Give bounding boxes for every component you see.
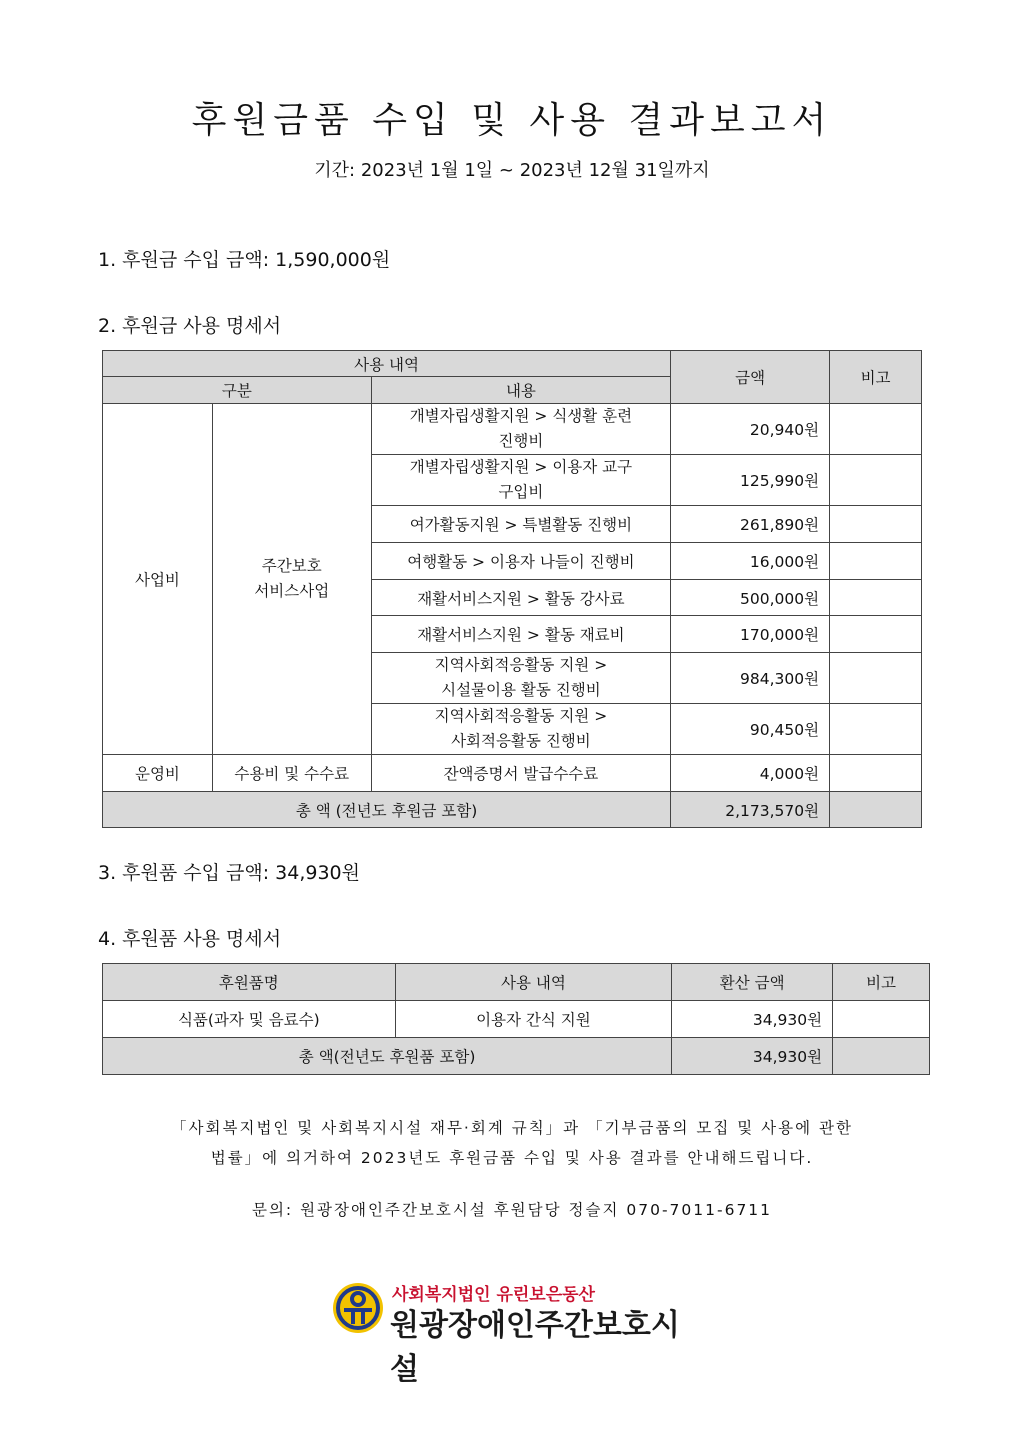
row-note <box>830 755 922 792</box>
total-row <box>103 792 922 828</box>
row-amount: 16,000원 <box>671 543 830 580</box>
donation-usage-table <box>102 350 922 828</box>
total-label: 총 액 (전년도 후원금 포함) <box>103 792 671 828</box>
row-content: 개별자립생활지원 > 이용자 교구 구입비 <box>371 455 671 506</box>
row-content: 지역사회적응활동 지원 > 사회적응활동 진행비 <box>371 704 671 755</box>
row-amount: 20,940원 <box>671 404 830 455</box>
total-amount: 2,173,570원 <box>671 792 830 828</box>
report-period: 기간: 2023년 1월 1일 ~ 2023년 12월 31일까지 <box>314 160 710 181</box>
table-row <box>103 404 922 455</box>
row-amount: 34,930원 <box>672 1001 833 1038</box>
header-amount: 환산 금액 <box>672 964 833 1001</box>
row-note <box>830 455 922 506</box>
table-row <box>103 755 922 792</box>
total-note <box>830 792 922 828</box>
row-amount: 4,000원 <box>671 755 830 792</box>
category-main-business: 사업비 <box>103 404 213 755</box>
contact-info: 문의: 원광장애인주간보호시설 후원담당 정슬지 070-7011-6711 <box>251 1201 773 1219</box>
section-4-heading: 4. 후원품 사용 명세서 <box>98 928 282 950</box>
notice-line-1: 「사회복지법인 및 사회복지시설 재무·회계 규칙」과 「기부금품의 모집 및 사용에 관한 <box>171 1119 853 1137</box>
total-row <box>103 1038 930 1075</box>
row-amount: 261,890원 <box>671 506 830 543</box>
row-content: 개별자립생활지원 > 식생활 훈련 진행비 <box>371 404 671 455</box>
row-note <box>830 616 922 653</box>
header-usage: 사용 내역 <box>395 964 672 1001</box>
row-note <box>830 543 922 580</box>
organization-emblem-icon <box>332 1282 384 1334</box>
row-usage: 이용자 간식 지원 <box>395 1001 672 1038</box>
notice-line-2: 법률」에 의거하여 2023년도 후원금품 수입 및 사용 결과를 안내해드립니다. <box>210 1149 814 1167</box>
row-content: 재활서비스지원 > 활동 강사료 <box>371 580 671 616</box>
header-amount: 금액 <box>671 351 830 404</box>
row-note <box>830 704 922 755</box>
row-note <box>833 1001 930 1038</box>
row-content: 재활서비스지원 > 활동 재료비 <box>371 616 671 653</box>
logo-title: 원광장애인주간보호시설 <box>390 1308 680 1387</box>
section-1-heading: 1. 후원금 수입 금액: 1,590,000원 <box>98 249 391 271</box>
table-row <box>103 1001 930 1038</box>
row-amount: 500,000원 <box>671 580 830 616</box>
row-note <box>830 580 922 616</box>
row-item: 식품(과자 및 음료수) <box>103 1001 396 1038</box>
row-note <box>830 404 922 455</box>
total-label: 총 액(전년도 후원품 포함) <box>103 1038 672 1075</box>
section-2-heading: 2. 후원금 사용 명세서 <box>98 315 282 337</box>
category-main-operation: 운영비 <box>103 755 213 792</box>
header-usage: 사용 내역 <box>103 351 671 377</box>
page-title: 후원금품 수입 및 사용 결과보고서 <box>191 100 833 141</box>
header-note: 비고 <box>833 964 930 1001</box>
header-item: 후원품명 <box>103 964 396 1001</box>
total-note <box>833 1038 930 1075</box>
category-sub-fees: 수용비 및 수수료 <box>212 755 371 792</box>
row-content: 여가활동지원 > 특별활동 진행비 <box>371 506 671 543</box>
header-content: 내용 <box>371 377 671 404</box>
row-note <box>830 506 922 543</box>
row-content: 지역사회적응활동 지원 > 시설물이용 활동 진행비 <box>371 653 671 704</box>
row-content: 여행활동 > 이용자 나들이 진행비 <box>371 543 671 580</box>
header-note: 비고 <box>830 351 922 404</box>
header-category: 구분 <box>103 377 372 404</box>
goods-usage-table <box>102 963 930 1075</box>
organization-logo <box>332 1280 702 1387</box>
row-amount: 90,450원 <box>671 704 830 755</box>
legal-notice <box>0 1113 1024 1173</box>
category-sub-dayservice: 주간보호 서비스사업 <box>212 404 371 755</box>
total-amount: 34,930원 <box>672 1038 833 1075</box>
row-amount: 984,300원 <box>671 653 830 704</box>
row-amount: 170,000원 <box>671 616 830 653</box>
row-content: 잔액증명서 발급수수료 <box>371 755 671 792</box>
section-3-heading: 3. 후원품 수입 금액: 34,930원 <box>98 862 361 884</box>
logo-subtitle: 사회복지법인 유린보은동산 <box>392 1285 595 1305</box>
row-amount: 125,990원 <box>671 455 830 506</box>
row-note <box>830 653 922 704</box>
